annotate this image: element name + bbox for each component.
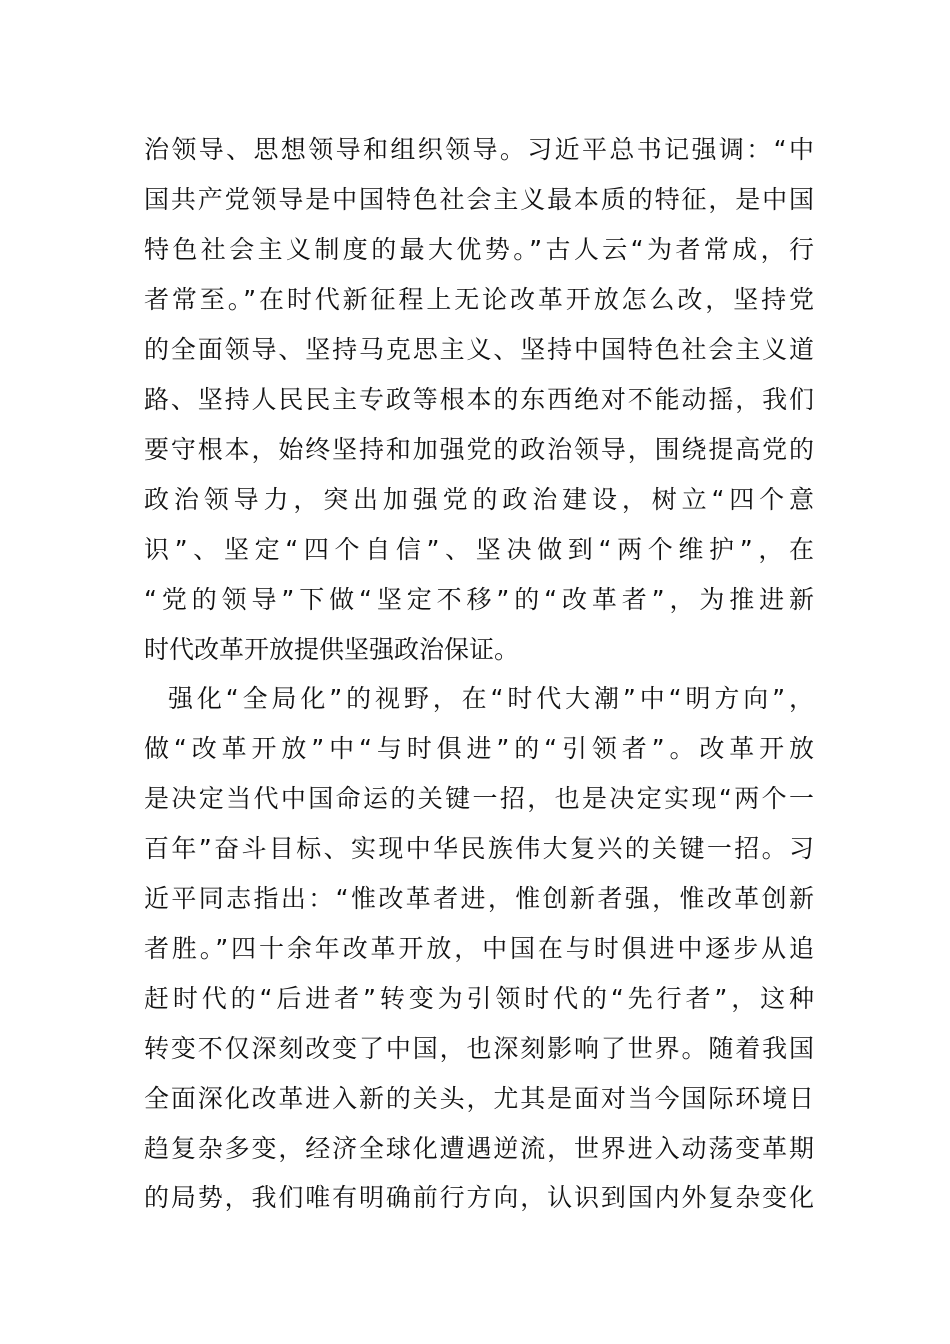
text-line: 近平同志指出：“惟改革者进，惟创新者强，惟改革创新 xyxy=(144,884,814,913)
text-line: 路、坚持人民民主专政等根本的东西绝对不能动摇，我们 xyxy=(144,385,814,414)
text-line: 做“改革开放”中“与时俱进”的“引领者”。改革开放 xyxy=(144,734,814,763)
text-line: 是决定当代中国命运的关键一招，也是决定实现“两个一 xyxy=(144,784,814,813)
text-line: 者胜。”四十余年改革开放，中国在与时俱进中逐步从追 xyxy=(144,934,814,963)
text-line: 政治领导力，突出加强党的政治建设，树立“四个意 xyxy=(144,485,814,514)
text-line: “党的领导”下做“坚定不移”的“改革者”，为推进新 xyxy=(144,585,814,614)
text-line: 识”、坚定“四个自信”、坚决做到“两个维护”，在 xyxy=(144,535,814,564)
text-line: 转变不仅深刻改变了中国，也深刻影响了世界。随着我国 xyxy=(144,1034,814,1063)
paragraph-last-line: 时代改革开放提供坚强政治保证。 xyxy=(144,635,520,664)
text-line: 特色社会主义制度的最大优势。”古人云“为者常成，行 xyxy=(144,235,814,264)
text-line: 的局势，我们唯有明确前行方向，认识到国内外复杂变化 xyxy=(144,1183,814,1212)
text-line: 的全面领导、坚持马克思主义、坚持中国特色社会主义道 xyxy=(144,335,814,364)
text-line: 赶时代的“后进者”转变为引领时代的“先行者”，这种 xyxy=(144,984,814,1013)
paragraph-first-line: 强化“全局化”的视野，在“时代大潮”中“明方向”， xyxy=(168,684,814,713)
text-line: 治领导、思想领导和组织领导。习近平总书记强调：“中 xyxy=(144,135,814,164)
text-line: 全面深化改革进入新的关头，尤其是面对当今国际环境日 xyxy=(144,1084,814,1113)
text-line: 国共产党领导是中国特色社会主义最本质的特征，是中国 xyxy=(144,185,814,214)
text-line: 百年”奋斗目标、实现中华民族伟大复兴的关键一招。习 xyxy=(144,834,814,863)
text-line: 者常至。”在时代新征程上无论改革开放怎么改，坚持党 xyxy=(144,285,814,314)
text-line: 趋复杂多变，经济全球化遭遇逆流，世界进入动荡变革期 xyxy=(144,1134,814,1163)
text-line: 要守根本，始终坚持和加强党的政治领导，围绕提高党的 xyxy=(144,435,814,464)
